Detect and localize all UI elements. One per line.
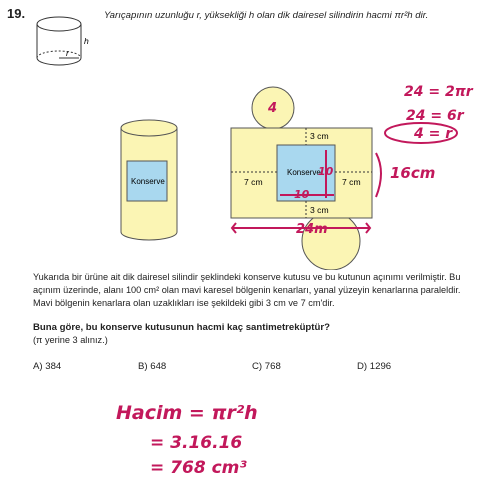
option-c[interactable]: [252, 361, 281, 372]
option-b-letter: B): [138, 361, 148, 372]
option-c-letter: C): [252, 361, 263, 372]
question-ask: Buna göre, bu konserve kutusunun hacmi kaç santimetreküptür?: [33, 322, 330, 333]
net-bottom-circle: [302, 212, 360, 270]
hand-work-2: = 3.16.16: [150, 433, 243, 453]
hand-eq2: 24 = 6r: [406, 108, 464, 124]
hand-work-1: Hacim = πr²h: [116, 402, 258, 424]
hand-width-note: 24m: [296, 222, 328, 237]
option-a-letter: A): [33, 361, 43, 372]
hand-eq1: 24 = 2πr: [404, 84, 473, 100]
option-d-value: 1296: [369, 361, 392, 372]
net-square-label: Konserve: [287, 168, 321, 177]
net-top-gap: 3 cm: [310, 131, 329, 141]
hand-eq3: 4 = r: [414, 126, 453, 142]
net-left-gap: 7 cm: [244, 177, 263, 187]
hand-work-3: = 768 cm³: [150, 458, 247, 478]
option-a[interactable]: [33, 361, 61, 372]
hand-square-h: 10: [318, 165, 334, 178]
hand-height-note: 16cm: [390, 164, 436, 182]
question-intro: Yarıçapının uzunluğu r, yüksekliği h olan dik dairesel silindirin hacmi πr²h dir.: [104, 10, 429, 21]
option-d[interactable]: [357, 361, 391, 372]
can-label: Konserve: [131, 177, 165, 186]
option-c-value: 768: [264, 361, 281, 372]
option-a-value: 384: [45, 361, 62, 372]
hand-circle-value: 4: [268, 101, 278, 116]
radius-label: r: [66, 48, 69, 58]
small-cylinder: [37, 17, 81, 65]
question-number: 19.: [7, 6, 26, 21]
hand-square-w: 10: [294, 188, 310, 201]
option-b[interactable]: [138, 361, 166, 372]
net-right-gap: 7 cm: [342, 177, 361, 187]
option-d-letter: D): [357, 361, 368, 372]
question-hint: (π yerine 3 alınız.): [33, 335, 108, 345]
question-paragraph: Yukarıda bir ürüne ait dik dairesel silindir şeklindeki konserve kutusu ve bu kutunun açınımı verilmiştir. Bu açınım üzerinde, alanı 100 cm² olan mavi karesel bölgenin kenarları, yanal yüzeyin kenarlarına paraleldir. Mavi bölgenin kenarlara olan uzaklıkları ise şekildeki gibi 3 cm ve 7 cm'dir.: [33, 272, 461, 308]
net-bottom-gap: 3 cm: [310, 205, 329, 215]
option-b-value: 648: [150, 361, 167, 372]
height-label: h: [84, 36, 89, 46]
